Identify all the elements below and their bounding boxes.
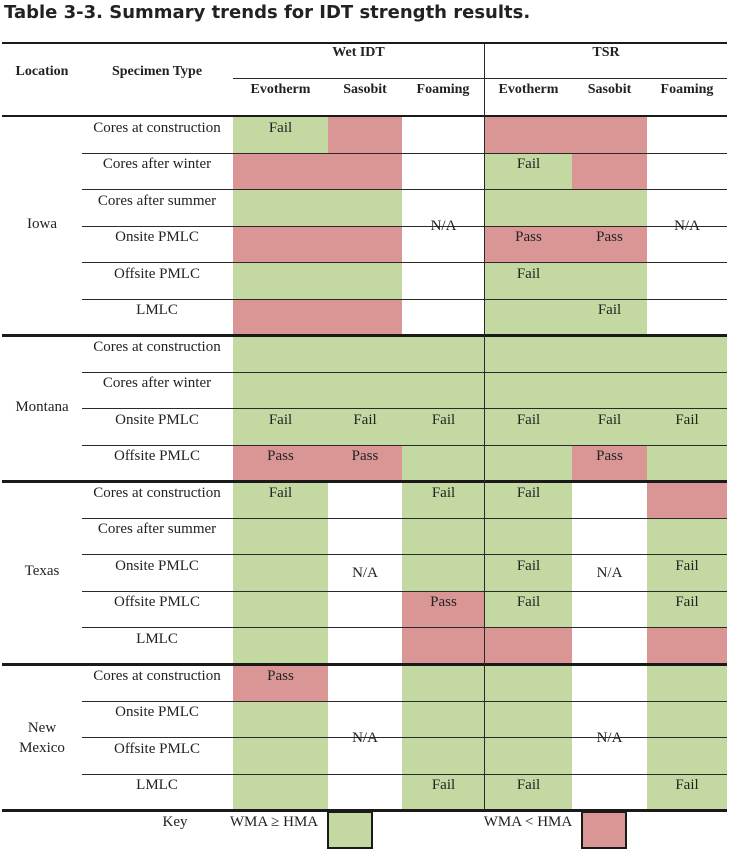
result-cell xyxy=(485,226,572,263)
result-cell xyxy=(485,665,572,702)
na-label: N/A xyxy=(674,218,700,235)
result-text: Fail xyxy=(516,411,541,428)
result-cell xyxy=(233,372,328,409)
row-separator xyxy=(82,774,727,775)
row-separator xyxy=(82,189,727,190)
result-cell xyxy=(233,117,328,154)
header-tsr-evotherm: Evotherm xyxy=(498,82,559,97)
result-cell xyxy=(647,336,727,373)
result-cell xyxy=(572,336,647,373)
table-caption: Table 3-3. Summary trends for IDT strength results. xyxy=(4,2,531,23)
result-cell xyxy=(572,774,647,811)
specimen-type-label: Cores after summer xyxy=(97,521,217,538)
result-cell xyxy=(328,482,402,519)
result-cell xyxy=(485,445,572,482)
result-text: Fail xyxy=(516,777,541,794)
thick-rule xyxy=(2,42,727,44)
result-cell xyxy=(233,774,328,811)
specimen-type-label: LMLC xyxy=(136,777,178,794)
specimen-type-label: Offsite PMLC xyxy=(114,448,200,465)
result-cell xyxy=(328,153,402,190)
result-cell xyxy=(572,299,647,336)
result-cell xyxy=(328,372,402,409)
result-cell xyxy=(572,226,647,263)
specimen-type-label: LMLC xyxy=(136,630,178,647)
result-text: Fail xyxy=(268,485,293,501)
result-cell xyxy=(233,336,328,373)
result-cell xyxy=(328,336,402,373)
result-text: Pass xyxy=(596,448,623,465)
result-text: Fail xyxy=(597,411,622,428)
result-cell xyxy=(233,226,328,263)
result-cell xyxy=(328,263,402,300)
result-cell xyxy=(233,665,328,702)
result-cell xyxy=(328,628,402,665)
row-separator xyxy=(82,372,727,373)
result-cell xyxy=(328,409,402,446)
result-cell xyxy=(647,591,727,628)
specimen-type-label: Cores at construction xyxy=(93,339,221,355)
result-cell xyxy=(647,409,727,446)
result-cell xyxy=(647,153,727,190)
result-cell xyxy=(402,299,485,336)
result-text: Fail xyxy=(675,411,699,428)
result-cell xyxy=(402,117,485,154)
result-cell xyxy=(485,336,572,373)
row-separator xyxy=(82,591,727,592)
result-cell xyxy=(485,555,572,592)
result-cell xyxy=(647,738,727,775)
key-red-swatch xyxy=(581,811,627,849)
result-cell xyxy=(402,336,485,373)
result-cell xyxy=(328,117,402,154)
result-cell xyxy=(402,153,485,190)
na-label: N/A xyxy=(352,565,378,581)
result-text: Fail xyxy=(431,777,456,794)
header-specimen-type: Specimen Type xyxy=(111,64,203,79)
result-cell xyxy=(485,409,572,446)
row-separator xyxy=(82,554,727,555)
result-cell xyxy=(233,409,328,446)
thick-rule xyxy=(2,334,727,337)
result-cell xyxy=(647,263,727,300)
na-label: N/A xyxy=(596,729,623,746)
row-separator xyxy=(82,299,727,300)
result-text: Pass xyxy=(351,448,379,465)
result-cell xyxy=(402,591,485,628)
header-subrule xyxy=(233,78,727,79)
result-cell xyxy=(485,591,572,628)
result-cell xyxy=(647,555,727,592)
specimen-type-label: Offsite PMLC xyxy=(114,740,200,757)
result-cell xyxy=(647,372,727,409)
result-cell xyxy=(233,153,328,190)
result-cell xyxy=(233,701,328,738)
result-cell xyxy=(328,190,402,227)
specimen-type-label: Cores after winter xyxy=(102,375,212,392)
row-separator xyxy=(82,408,727,409)
result-text: Fail xyxy=(675,777,699,794)
result-cell xyxy=(485,372,572,409)
result-cell xyxy=(402,774,485,811)
result-cell xyxy=(647,628,727,665)
specimen-type-label: Offsite PMLC xyxy=(114,265,200,282)
result-cell xyxy=(328,518,402,555)
header-wet-sasobit: Sasobit xyxy=(343,82,387,97)
thick-rule xyxy=(2,115,727,117)
result-cell xyxy=(485,482,572,519)
result-cell xyxy=(402,409,485,446)
thick-rule xyxy=(2,480,727,483)
result-cell xyxy=(233,299,328,336)
row-separator xyxy=(82,445,727,446)
na-label: N/A xyxy=(596,565,623,581)
result-text: Fail xyxy=(516,485,541,501)
row-separator xyxy=(82,627,727,628)
result-cell xyxy=(572,117,647,154)
result-cell xyxy=(233,263,328,300)
location-label: Texas xyxy=(24,563,60,579)
result-cell xyxy=(647,701,727,738)
row-separator xyxy=(82,518,727,519)
result-cell xyxy=(485,263,572,300)
result-text: Fail xyxy=(268,411,293,428)
result-cell xyxy=(647,482,727,519)
result-text: Fail xyxy=(268,120,293,136)
result-cell xyxy=(647,665,727,702)
result-text: Fail xyxy=(675,557,699,574)
result-cell xyxy=(572,445,647,482)
result-text: Fail xyxy=(516,156,541,173)
location-label: Iowa xyxy=(27,216,57,233)
result-cell xyxy=(572,409,647,446)
row-separator xyxy=(82,153,727,154)
result-cell xyxy=(402,665,485,702)
specimen-type-label: Cores after summer xyxy=(97,192,217,209)
result-cell xyxy=(328,591,402,628)
result-cell xyxy=(233,445,328,482)
specimen-type-label: Onsite PMLC xyxy=(115,411,199,428)
key-green-swatch xyxy=(327,811,373,849)
result-cell xyxy=(402,701,485,738)
result-cell xyxy=(402,738,485,775)
result-cell xyxy=(485,299,572,336)
header-wet-foaming: Foaming xyxy=(416,82,470,97)
result-cell xyxy=(402,518,485,555)
result-cell xyxy=(647,445,727,482)
result-cell xyxy=(572,190,647,227)
na-label: N/A xyxy=(352,729,378,746)
key-wma-lt-hma-label: WMA < HMA xyxy=(483,814,573,830)
location-label-line: Mexico xyxy=(19,739,65,756)
thick-rule xyxy=(2,663,727,666)
header-tsr-foaming: Foaming xyxy=(660,82,714,97)
result-cell xyxy=(647,299,727,336)
result-text: Pass xyxy=(267,448,294,465)
location-label: Montana xyxy=(15,398,69,415)
specimen-type-label: Onsite PMLC xyxy=(115,704,199,721)
result-text: Fail xyxy=(597,302,622,318)
result-cell xyxy=(485,774,572,811)
header-location: Location xyxy=(15,64,69,79)
result-cell xyxy=(328,774,402,811)
specimen-type-label: LMLC xyxy=(136,302,178,318)
result-text: Fail xyxy=(431,411,456,428)
result-cell xyxy=(485,518,572,555)
result-cell xyxy=(647,518,727,555)
result-text: Fail xyxy=(353,411,377,428)
specimen-type-label: Cores at construction xyxy=(93,668,221,684)
result-text: Fail xyxy=(516,557,541,574)
result-cell xyxy=(233,591,328,628)
result-cell xyxy=(647,117,727,154)
result-cell xyxy=(485,117,572,154)
specimen-type-label: Cores at construction xyxy=(93,120,221,136)
location-label-line: New xyxy=(27,719,57,736)
header-wet-idt: Wet IDT xyxy=(332,45,385,60)
result-cell xyxy=(572,665,647,702)
result-text: Pass xyxy=(596,229,623,246)
key-wma-ge-hma-label: WMA ≥ HMA xyxy=(229,814,319,830)
result-cell xyxy=(233,555,328,592)
result-cell xyxy=(572,263,647,300)
result-cell xyxy=(402,555,485,592)
location-label xyxy=(4,718,80,758)
specimen-type-label: Cores after winter xyxy=(102,156,212,173)
result-cell xyxy=(572,153,647,190)
result-cell xyxy=(233,518,328,555)
result-cell xyxy=(485,628,572,665)
na-label: N/A xyxy=(430,218,457,235)
result-cell xyxy=(233,482,328,519)
result-cell xyxy=(233,738,328,775)
row-separator xyxy=(82,701,727,702)
result-cell xyxy=(572,628,647,665)
thick-rule xyxy=(2,809,727,812)
key-label: Key xyxy=(162,814,188,830)
result-cell xyxy=(485,190,572,227)
result-cell xyxy=(572,591,647,628)
result-cell xyxy=(233,190,328,227)
result-cell xyxy=(572,518,647,555)
result-cell xyxy=(233,628,328,665)
result-cell xyxy=(402,482,485,519)
result-text: Fail xyxy=(431,485,456,501)
row-separator xyxy=(82,262,727,263)
specimen-type-label: Cores at construction xyxy=(93,485,221,501)
result-cell xyxy=(328,299,402,336)
specimen-type-label: Onsite PMLC xyxy=(115,229,199,246)
result-text: Fail xyxy=(516,265,541,282)
result-text: Pass xyxy=(515,229,542,246)
result-text: Pass xyxy=(267,668,294,684)
header-tsr-sasobit: Sasobit xyxy=(587,82,632,97)
result-cell xyxy=(328,445,402,482)
result-cell xyxy=(402,445,485,482)
result-text: Fail xyxy=(675,594,699,611)
result-text: Pass xyxy=(430,594,457,611)
result-text: Fail xyxy=(516,594,541,611)
result-cell xyxy=(485,153,572,190)
result-cell xyxy=(485,738,572,775)
specimen-type-label: Onsite PMLC xyxy=(115,557,199,574)
specimen-type-label: Offsite PMLC xyxy=(114,594,200,611)
header-wet-evotherm: Evotherm xyxy=(250,82,311,97)
result-cell xyxy=(647,774,727,811)
result-cell xyxy=(328,226,402,263)
header-tsr: TSR xyxy=(592,45,620,60)
result-cell xyxy=(402,628,485,665)
result-cell xyxy=(572,482,647,519)
result-cell xyxy=(402,263,485,300)
result-cell xyxy=(485,701,572,738)
result-cell xyxy=(572,372,647,409)
section-divider xyxy=(484,43,485,809)
result-cell xyxy=(328,665,402,702)
result-cell xyxy=(402,372,485,409)
